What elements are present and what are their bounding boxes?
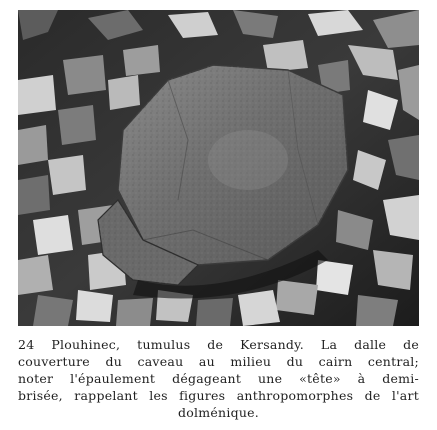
caption-line-3: noter l'épaulement dégageant une «tête» à demi- bbox=[18, 371, 419, 386]
cairn-photograph bbox=[18, 10, 419, 326]
figure-caption bbox=[18, 336, 419, 421]
caption-line-1: 24 Plouhinec, tumulus de Kersandy. La dalle de bbox=[18, 337, 419, 352]
caption-line-4: brisée, rappelant les figures anthropomorphes de l'art bbox=[18, 388, 419, 403]
cairn-photograph-image bbox=[18, 10, 419, 326]
caption-line-2: couverture du caveau au milieu du cairn central; bbox=[18, 354, 419, 369]
caption-line-5: dolménique. bbox=[178, 405, 259, 420]
